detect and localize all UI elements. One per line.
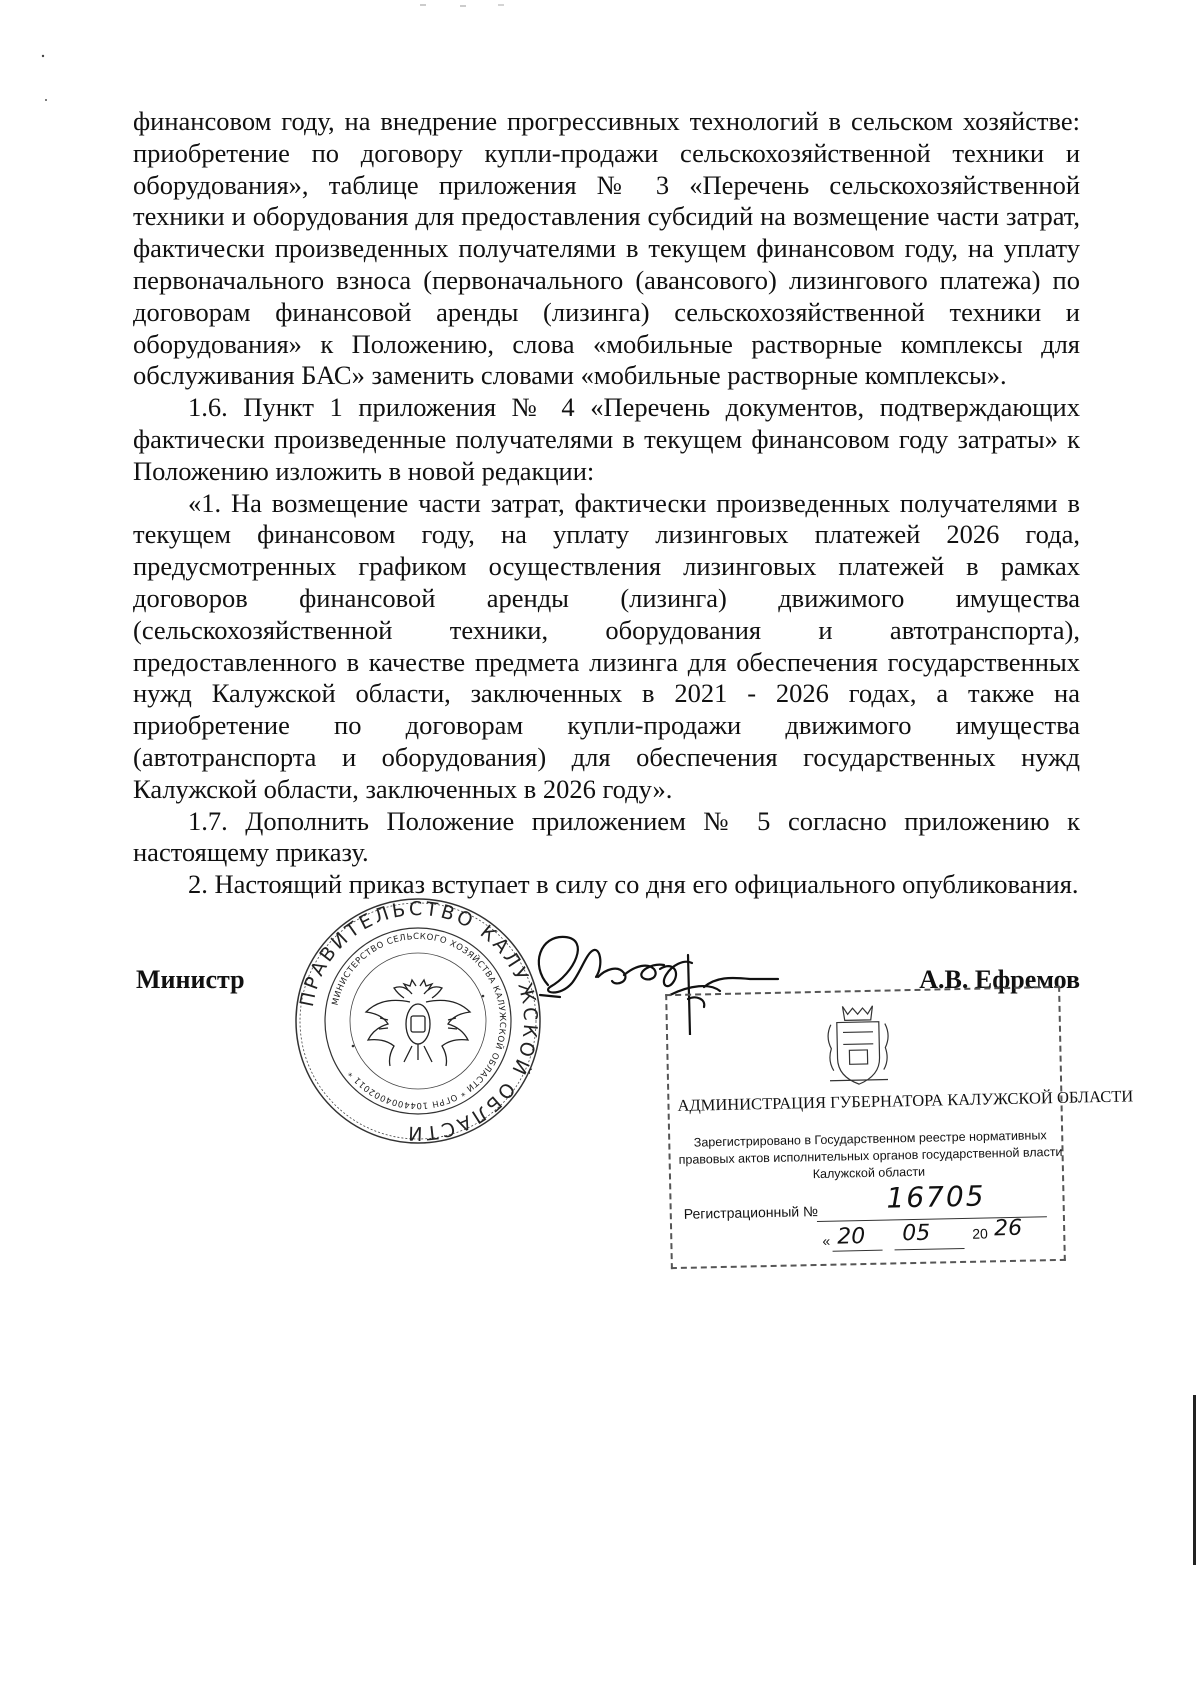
- signatory-name: А.В. Ефремов: [919, 965, 1080, 994]
- paragraph-continuation: финансовом году, на внедрение прогрессивных технологий в сельском хозяйстве: приобретение по договору купли-продажи сельскохозяйственной техники и оборудования», таблице приложения № 3 «Перечень сельскохозяйственной техники и оборудования для предоставления субсидий на возмещение части затрат, фактически произведенных получателями в текущем финансовом году, на уплату первоначального взноса (первоначального (авансового) лизингового платежа) по договорам финансовой аренды (лизинга) сельскохозяйственной техники и оборудования» к Положению, слова «мобильные растворные комплексы для обслуживания БАС» заменить словами «мобильные растворные комплексы».: [133, 106, 1080, 391]
- date-month-underline: [895, 1248, 965, 1250]
- stamp-text-line: Калужской области: [812, 1164, 926, 1182]
- registration-date-day: 20: [837, 1224, 866, 1250]
- registration-stamp: [665, 986, 1134, 1269]
- stamp-text-line: Зарегистрировано в Государственном реестре нормативных: [693, 1128, 1047, 1150]
- registration-number-label: Регистрационный №: [683, 1203, 819, 1222]
- scan-edge-mark: [1193, 1395, 1196, 1565]
- signatory-position: Министр: [136, 965, 245, 994]
- scan-speck: [420, 0, 510, 10]
- document-body: [133, 106, 1080, 901]
- svg-text:МИНИСТЕРСТВО СЕЛЬСКОГО ХОЗЯЙСТ: МИНИСТЕРСТВО СЕЛЬСКОГО ХОЗЯЙСТВА КАЛУЖСКОЙ ОБЛАСТИ * ОГРН 1044004002011 *: [330, 931, 508, 1111]
- registration-date-month: 05: [901, 1220, 931, 1247]
- paragraph-1-7: 1.7. Дополнить Положение приложением № 5 согласно приложению к настоящему приказу.: [133, 805, 1080, 868]
- paragraph-1-6: 1.6. Пункт 1 приложения № 4 «Перечень документов, подтверждающих фактически произведенные получателями в текущем финансовом году затраты» к Положению изложить в новой редакции:: [133, 392, 1080, 486]
- date-open-quote: «: [822, 1232, 831, 1249]
- paragraph-2: 2. Настоящий приказ вступает в силу со дня его официального опубликования.: [188, 869, 1079, 900]
- stamp-title: АДМИНИСТРАЦИЯ ГУБЕРНАТОРА КАЛУЖСКОЙ ОБЛАСТИ: [677, 1086, 1134, 1115]
- registration-date-year: 26: [993, 1215, 1023, 1242]
- scan-speck: [38, 52, 50, 112]
- coat-of-arms-icon: [822, 999, 894, 1088]
- date-day-underline: [833, 1250, 883, 1252]
- registration-number: 16705: [886, 1179, 986, 1215]
- svg-text:ПРАВИТЕЛЬСТВО КАЛУЖСКОЙ ОБЛАСТ: ПРАВИТЕЛЬСТВО КАЛУЖСКОЙ ОБЛАСТИ: [295, 897, 542, 1145]
- paragraph-quote-1: «1. На возмещение части затрат, фактически произведенных получателями в текущем финансовом году, на уплату лизинговых платежей 2026 года, предусмотренных графиком осуществления лизинговых платежей в рамках договоров финансовой аренды (лизинга) движимого имущества (сельскохозяйственной техники, оборудования и автотранспорта), предоставленного в качестве предмета лизинга для обеспечения государственных нужд Калужской области, заключенных в 2021 - 2026 годах, а также на приобретение по договорам купли-продажи движимого имущества (автотранспорта и оборудования) для обеспечения государственных нужд Калужской области, заключенных в 2026 году».: [133, 487, 1080, 804]
- registration-date-year-prefix: 20: [972, 1225, 988, 1242]
- official-seal: [293, 896, 543, 1146]
- stamp-text-line: правовых актов исполнительных органов государственной власти: [678, 1144, 1063, 1167]
